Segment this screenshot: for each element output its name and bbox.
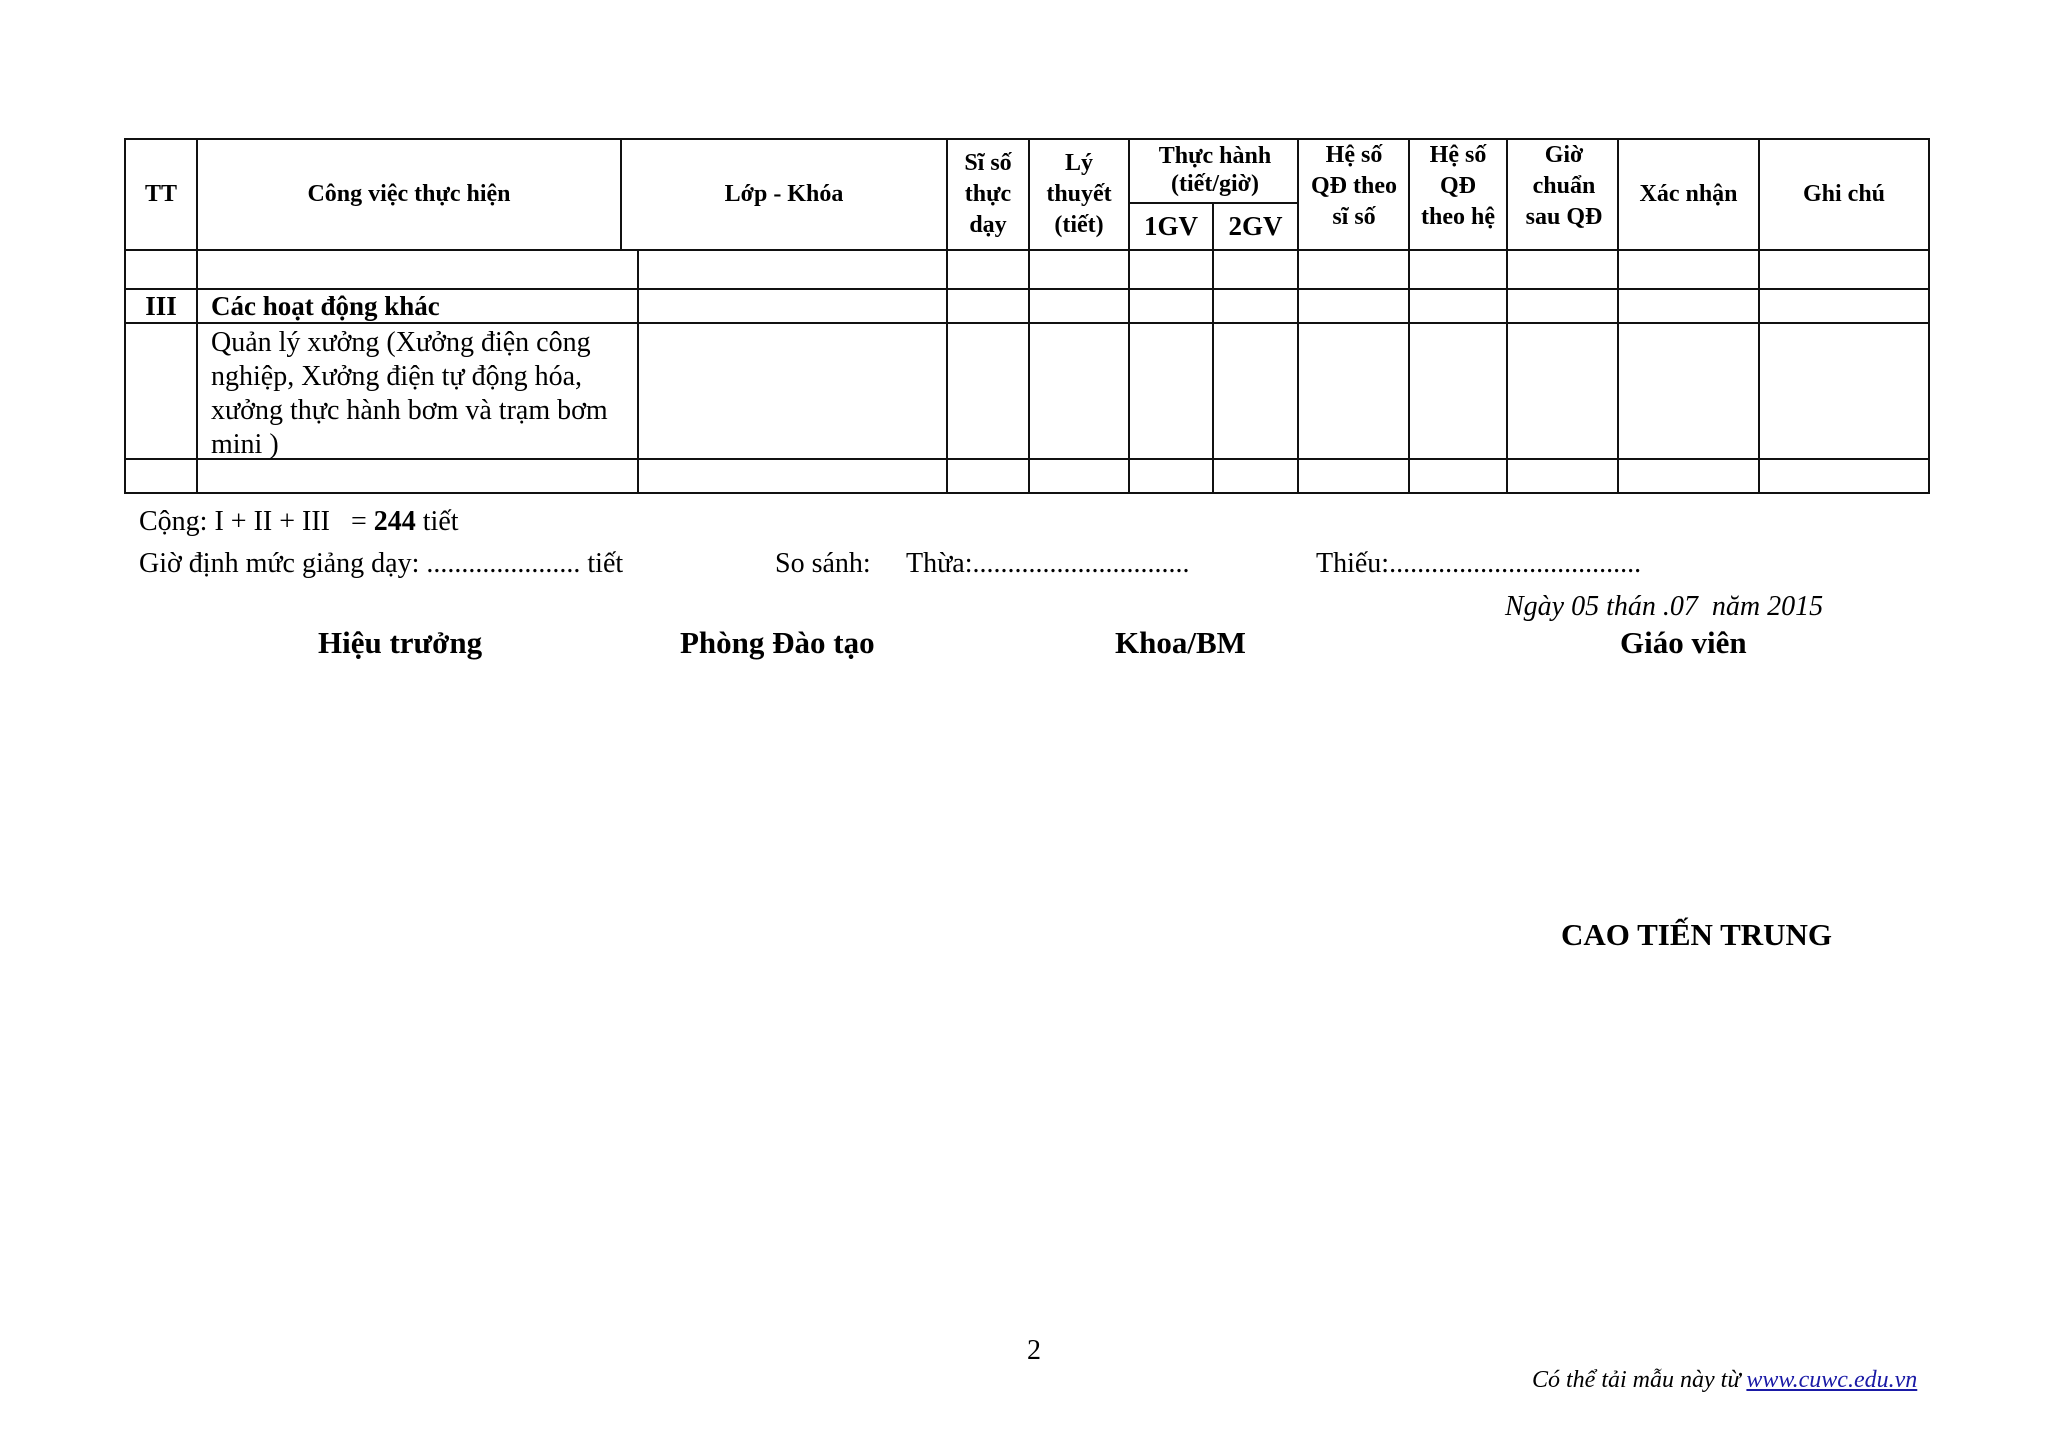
total-line [139,506,459,538]
signature-department: Khoa/BM [1115,625,1246,660]
signature-principal: Hiệu trưởng [318,625,483,660]
signature-training-office: Phòng Đào tạo [680,625,875,660]
header-2gv: 2GV [1228,210,1283,241]
header-ly-thuyet: Lý thuyết (tiết) [1046,149,1112,239]
header-1gv: 1GV [1144,210,1198,241]
footer-text: Có thể tải mẫu này từ [1532,1367,1747,1393]
page-number: 2 [1027,1335,1041,1366]
norm-hours: Giờ định mức giảng dạy: ...................... tiết [139,548,624,579]
header-lop-khoa: Lớp - Khóa [724,180,844,207]
signature-teacher: Giáo viên [1620,625,1747,660]
total-value: 244 [373,506,416,537]
section-number: III [145,291,177,321]
footer-link[interactable]: www.cuwc.edu.vn [1746,1367,1918,1393]
header-gio-chuan: Giờ chuẩn sau QĐ [1525,142,1603,230]
total-unit: tiết [415,506,459,537]
shortage-field: Thiếu:.................................... [1316,548,1642,579]
teacher-name: CAO TIẾN TRUNG [1561,917,1833,952]
compare-label: So sánh: [775,548,871,579]
header-tt: TT [144,180,177,207]
header-cong-viec: Công việc thực hiện [307,180,511,207]
section-title: Các hoạt động khác [211,291,440,321]
activity-description: Quản lý xưởng (Xưởng điện công nghiệp, Xưởng điện tự động hóa, xưởng thực hành bơm và trạm bơm mini ) [211,327,608,460]
header-thuc-hanh: Thực hành (tiết/giờ) [1158,143,1272,197]
footer-note [1532,1367,1917,1394]
total-prefix: Cộng: I + II + III = [139,506,374,537]
header-xac-nhan: Xác nhận [1639,180,1738,207]
header-he-so-he: Hệ số QĐ theo hệ [1421,142,1495,230]
date-line: Ngày 05 thán .07 năm 2015 [1505,591,1824,622]
surplus-field: Thừa:............................... [906,548,1190,579]
header-si-so: Sĩ số thực dạy [964,149,1012,239]
header-he-so-si-so: Hệ số QĐ theo sĩ số [1311,142,1397,230]
header-ghi-chu: Ghi chú [1802,180,1886,207]
